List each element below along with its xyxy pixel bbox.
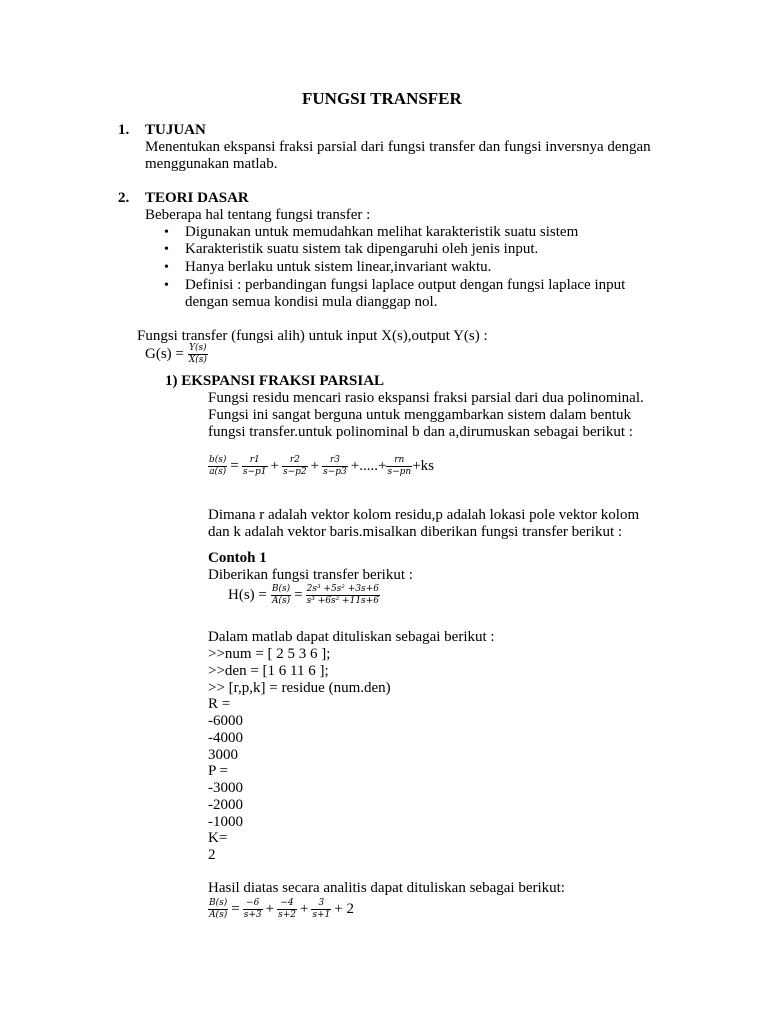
equals-sign: = — [231, 901, 240, 917]
bullet-icon: • — [164, 242, 169, 257]
matlab-code-line: -2000 — [208, 796, 243, 813]
example-polynomial-fraction — [306, 584, 380, 607]
fraction-numerator: r3 — [322, 455, 348, 467]
result-fraction — [311, 898, 331, 921]
fraction-denominator: s−p2 — [283, 467, 307, 477]
matlab-code-line: -1000 — [208, 813, 243, 830]
matlab-code-line: R = — [208, 696, 231, 713]
bullet-icon: • — [164, 225, 169, 240]
fraction-numerator: r2 — [282, 455, 308, 467]
result-intro: Hasil diatas secara analitis dapat dituliskan sebagai berikut: — [208, 880, 565, 896]
fraction-denominator: a(s) — [209, 467, 227, 477]
transfer-function-lhs: G(s) = — [145, 346, 184, 362]
transfer-function-intro: Fungsi transfer (fungsi alih) untuk input X(s),output Y(s) : — [137, 328, 488, 344]
fraction-numerator: B(s) — [209, 898, 228, 908]
fraction-denominator: A(s) — [209, 910, 228, 920]
section-1-number: 1. — [118, 122, 130, 138]
dimana-text-line-2: dan k adalah vektor baris.misalkan diberikan fungsi transfer berikut : — [208, 524, 623, 540]
matlab-code-line: K= — [208, 830, 228, 847]
ekspansi-text-line-1: Fungsi residu mencari rasio ekspansi fraksi parsial dari dua polinominal. — [208, 390, 644, 406]
bullet-item-1: Digunakan untuk memudahkan melihat karakteristik suatu sistem — [185, 224, 579, 240]
result-fraction — [208, 898, 228, 921]
matlab-code-line: -3000 — [208, 780, 243, 796]
fraction-numerator: 3 — [311, 898, 331, 910]
formula-fraction — [208, 455, 227, 478]
matlab-code-line: >> [r,p,k] = residue (num.den) — [208, 679, 391, 696]
section-2-number: 2. — [118, 190, 130, 206]
matlab-code-line: P = — [208, 763, 228, 780]
fraction-denominator: s−p3 — [323, 467, 347, 477]
fraction-numerator: B(s) — [271, 584, 291, 594]
matlab-intro: Dalam matlab dapat dituliskan sebagai berikut : — [208, 629, 495, 645]
matlab-code-line: -4000 — [208, 729, 243, 746]
section-1-text-line-2: menggunakan matlab. — [145, 156, 278, 172]
matlab-code-line: >>den = [1 6 11 6 ]; — [208, 662, 329, 679]
example-lhs: H(s) = — [228, 587, 267, 603]
result-fraction — [277, 898, 297, 921]
bullet-icon: • — [164, 260, 169, 275]
equals-sign: = — [294, 587, 303, 603]
fraction-numerator: 2s³ +5s² +3s+6 — [306, 584, 379, 594]
bullet-item-4-line-1: Definisi : perbandingan fungsi laplace output dengan fungsi laplace input — [185, 277, 626, 293]
matlab-code-line: >>num = [ 2 5 3 6 ]; — [208, 646, 331, 662]
section-2-heading: TEORI DASAR — [145, 190, 249, 206]
section-2-intro: Beberapa hal tentang fungsi transfer : — [145, 207, 371, 223]
bullet-icon: • — [164, 278, 169, 293]
fraction-numerator: Y(s) — [189, 343, 207, 353]
section-1-text-line-1: Menentukan ekspansi fraksi parsial dari fungsi transfer dan fungsi inversnya dengan — [145, 139, 651, 155]
formula-fraction — [282, 455, 308, 478]
fraction-denominator: s+1 — [312, 910, 331, 920]
formula-tail: +ks — [412, 458, 434, 474]
plus-sign: + — [299, 901, 309, 917]
page-title: FUNGSI TRANSFER — [302, 89, 462, 108]
example-intro: Diberikan fungsi transfer berikut : — [208, 567, 413, 583]
fraction-numerator: r1 — [242, 455, 268, 467]
section-1-heading: TUJUAN — [145, 122, 206, 138]
bullet-item-2: Karakteristik suatu sistem tak dipengaruhi oleh jenis input. — [185, 241, 539, 257]
matlab-code-line: -6000 — [208, 713, 243, 729]
bullet-item-3: Hanya berlaku untuk sistem linear,invariant waktu. — [185, 259, 492, 275]
fraction-denominator: X(s) — [188, 355, 207, 365]
example-equation — [228, 584, 380, 607]
formula-fraction — [386, 455, 412, 478]
formula-fraction — [242, 455, 268, 478]
partial-fraction-formula — [208, 455, 434, 478]
matlab-code-line: 2 — [208, 847, 216, 863]
plus-sign: + — [310, 458, 320, 474]
subsection-heading: 1) EKSPANSI FRAKSI PARSIAL — [165, 373, 385, 389]
dimana-text-line-1: Dimana r adalah vektor kolom residu,p adalah lokasi pole vektor kolom — [208, 507, 640, 523]
fraction-denominator: s³ +6s² +11s+6 — [306, 596, 379, 606]
fraction-denominator: s−p1 — [242, 467, 267, 477]
example-heading: Contoh 1 — [208, 550, 267, 566]
transfer-function-equation — [145, 343, 208, 366]
equals-sign: = — [230, 458, 239, 474]
fraction-denominator: s+2 — [278, 910, 296, 920]
result-tail: + 2 — [334, 901, 355, 917]
fraction-denominator: A(s) — [271, 596, 291, 606]
fraction-numerator: −6 — [243, 898, 263, 910]
ekspansi-text-line-3: fungsi transfer.untuk polinominal b dan a,dirumuskan sebagai berikut : — [208, 424, 633, 440]
result-equation — [208, 898, 354, 921]
formula-ellipsis: +.....+ — [350, 458, 387, 474]
plus-sign: + — [270, 458, 279, 474]
matlab-code-line: 3000 — [208, 746, 238, 763]
transfer-function-fraction — [188, 343, 208, 366]
bullet-item-4-line-2: dengan semua kondisi mula dianggap nol. — [185, 294, 438, 310]
ekspansi-text-line-2: Fungsi ini sangat berguna untuk menggambarkan sistem dalam bentuk — [208, 407, 631, 423]
formula-fraction — [322, 455, 348, 478]
example-fraction — [271, 584, 291, 607]
fraction-numerator: −4 — [277, 898, 297, 910]
fraction-numerator: rn — [386, 455, 412, 467]
result-fraction — [243, 898, 263, 921]
plus-sign: + — [265, 901, 275, 917]
fraction-denominator: s+3 — [243, 910, 262, 920]
fraction-numerator: b(s) — [209, 455, 227, 465]
fraction-denominator: s−pn — [387, 467, 412, 477]
